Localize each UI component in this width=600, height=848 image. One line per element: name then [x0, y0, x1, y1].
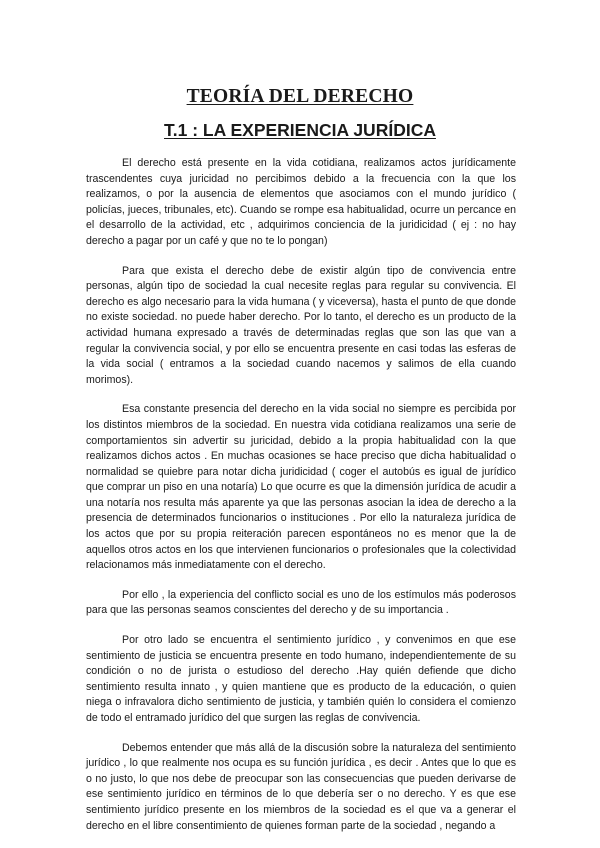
section-title: T.1 : LA EXPERIENCIA JURÍDICA	[164, 120, 436, 140]
document-body	[86, 156, 516, 848]
paragraph: Debemos entender que más allá de la discusión sobre la naturaleza del sentimiento jurídico , lo que realmente nos ocupa es su función jurídica , es decir . Antes que lo que es o no justo, lo que nos debe de preocupar son las consecuencias que pueden derivarse de ese sentimiento jurídico en términos de lo que debería ser o no derecho. Y es que ese sentimiento jurídico presente en los miembros de la sociedad es el que va a generar el derecho en el libre consentimiento de quienes forman parte de la sociedad , negando a	[86, 741, 516, 832]
paragraph: Por ello , la experiencia del conflicto social es uno de los estímulos más poderosos para que las personas seamos conscientes del derecho y de su importancia .	[86, 588, 516, 617]
paragraph: Por otro lado se encuentra el sentimiento jurídico , y convenimos en que ese sentimiento de justicia se encuentra presente en todo humano, independientemente de su condición o no de jurista o estudioso del derecho .Hay quién defiende que dicho sentimiento resulta innato , y quien mantiene que es producto de la educación, o quien niega o infravalora dicho sentimiento de justicia, y también quién lo considera el comienzo de todo el entramado jurídico del que surgen las reglas de convivencia.	[86, 634, 516, 724]
paragraph: Para que exista el derecho debe de existir algún tipo de convivencia entre personas, algún tipo de sociedad la cual necesite reglas para regular su convivencia. El derecho es algo necesario para la vida humana ( y viceversa), hasta el punto de que donde no existe sociedad. no puede haber derecho. Por lo tanto, el derecho es un producto de la actividad humana expresado a través de determinadas reglas que son las que van a regular la convivencia social, y por ello se encuentra presente en casi todas las esferas de la vida social ( entramos a la sociedad cuando nacemos y salimos de ella cuando morimos).	[86, 264, 516, 386]
paragraph: El derecho está presente en la vida cotidiana, realizamos actos jurídicamente trascendentes cuya juricidad no percibimos debido a la frecuencia con la que los realizamos, o por la ausencia de elementos que asociamos con el mundo jurídico ( policías, jueces, tribunales, etc). Cuando se rompe esa habitualidad, ocurre un percance en el desarrollo de la actividad, etc , adquirimos conciencia de la juridicidad ( ej : no hay derecho a pagar por un café y que no te lo pongan)	[86, 157, 516, 247]
document-title: TEORÍA DEL DERECHO	[186, 86, 414, 107]
paragraph: Esa constante presencia del derecho en la vida social no siempre es percibida por los distintos miembros de la sociedad. En nuestra vida cotidiana realizamos una serie de comportamientos sin advertir su juricidad, debido a la propia habitualidad con la que realizamos dichos actos . En muchas ocasiones se hace preciso que dicha habitualidad o normalidad se quiebre para notar dicha juridicidad ( coger el autobús es igual de jurídico que comprar un piso en una notaría) Lo que ocurre es que la dimensión jurídica de acudir a una notaría nos resulta más aparente ya que las personas asocian la idea de derecho a la presencia de determinados funcionarios o instituciones . Por ello la naturaleza jurídica de los actos que por su propia reiteración parecen espontáneos no es menor que la de aquellos otros actos en los que intervienen funcionarios o profesionales que la colectividad relacionamos más inmediatamente con el derecho.	[86, 403, 516, 572]
